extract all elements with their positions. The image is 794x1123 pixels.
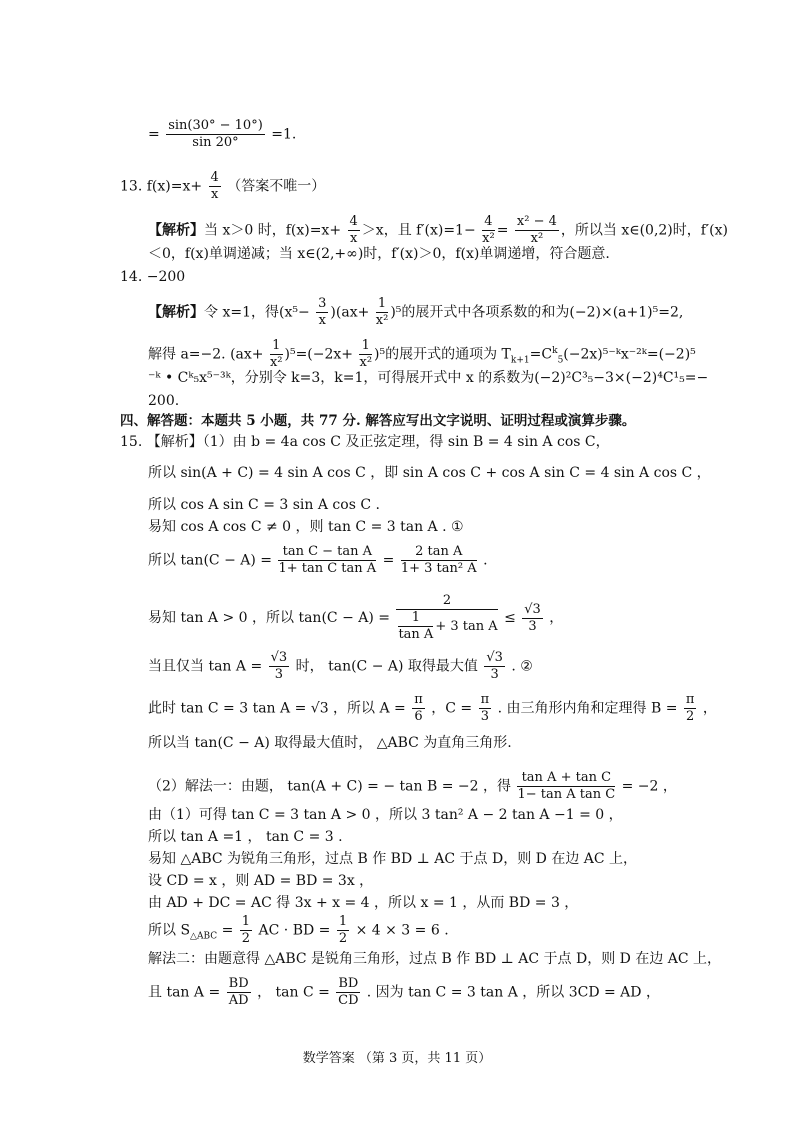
- text-line: 所以 cos A sin C = 3 sin A cos C .: [148, 497, 380, 513]
- numerator: 1: [338, 914, 348, 929]
- text: 所以 S: [148, 922, 191, 939]
- text: ＞x，且 f′(x)=1−: [361, 222, 476, 239]
- note: （答案不唯一）: [227, 178, 326, 195]
- q14-analysis: [148, 296, 683, 329]
- denominator: 6: [414, 709, 423, 724]
- superscript: k: [552, 345, 558, 356]
- denominator: 3: [480, 709, 490, 724]
- fraction: [166, 118, 265, 151]
- text: 令 x=1，得(x⁵−: [204, 304, 310, 321]
- denominator: x²: [375, 313, 389, 328]
- text: 13. f(x)=x+: [120, 178, 203, 195]
- text: （2）解法一：由题， tan(A + C) = − tan B = −2 ，得: [148, 778, 511, 795]
- denominator: 1+ tan C tan A: [278, 561, 377, 576]
- equation-line: [148, 118, 296, 151]
- denominator: 3: [490, 667, 499, 682]
- denominator: 1− tan A tan C: [517, 787, 616, 802]
- fraction: [479, 692, 492, 725]
- fraction: [484, 650, 505, 683]
- numerator: √3: [524, 601, 541, 617]
- equation-line: [148, 914, 449, 947]
- denominator: 3: [274, 667, 284, 682]
- text: =: [382, 552, 395, 569]
- text-line: 所以 tan A =1 ， tan C = 3 .: [148, 829, 343, 845]
- text: 当且仅当 tan A =: [148, 658, 263, 675]
- fraction: [316, 296, 328, 329]
- fraction: [684, 692, 697, 725]
- fraction: [412, 692, 425, 725]
- text-line: 由（1）可得 tan C = 3 tan A > 0 ，所以 3 tan² A − 2 tan A −1 = 0 ，: [148, 807, 623, 823]
- numerator: 2: [396, 593, 497, 610]
- fraction: [270, 338, 283, 371]
- equation-line: [148, 770, 677, 803]
- numerator: √3: [486, 650, 503, 665]
- text-line: 200.: [148, 393, 180, 409]
- text: )(ax+: [330, 304, 370, 321]
- numerator: sin(30° − 10°): [168, 118, 263, 133]
- denominator: [396, 610, 497, 643]
- text-line: 解法二：由题意得 △ABC 是锐角三角形，过点 B 作 BD ⊥ AC 于点 D，则 D 在边 AC 上，: [148, 951, 722, 967]
- fraction: [398, 610, 433, 643]
- label: 【解析】: [148, 304, 204, 321]
- numerator: BD: [228, 976, 249, 991]
- fraction: [337, 914, 349, 947]
- equation-line: [148, 650, 533, 683]
- fraction: [336, 976, 360, 1009]
- text: = −2 ，: [621, 778, 677, 795]
- q14-line: [148, 338, 696, 371]
- text: AC · BD =: [258, 922, 331, 939]
- numerator: 4: [349, 214, 358, 229]
- numerator: tan C − tan A: [278, 544, 376, 561]
- text-line: 15. 【解析】（1）由 b = 4a cos C 及正弦定理，得 sin B = 4 sin A cos C，: [120, 434, 610, 450]
- text: ， tan C =: [257, 984, 330, 1001]
- denominator: x²: [269, 355, 283, 370]
- q14-answer: 14. −200: [120, 269, 186, 285]
- text: . ②: [511, 658, 533, 675]
- numerator: 1: [270, 338, 283, 355]
- equation-line: [148, 692, 717, 725]
- text: ，C =: [431, 700, 473, 717]
- numerator: 1: [241, 914, 251, 929]
- q13-answer: [120, 170, 325, 203]
- numerator: BD: [338, 976, 359, 991]
- denominator: x: [211, 187, 219, 202]
- fraction: [240, 914, 252, 947]
- denominator: x: [318, 313, 326, 328]
- numerator: π: [414, 692, 423, 707]
- text: 此时 tan C = 3 tan A = √3 ，所以 A =: [148, 700, 406, 717]
- text: 当 x＞0 时，f(x)=x+: [204, 222, 342, 239]
- text: tan(C − A) =: [298, 610, 390, 626]
- denominator: CD: [338, 993, 359, 1008]
- section-heading: 四、解答题：本题共 5 小题，共 77 分. 解答应写出文字说明、证明过程或演算步骤。: [120, 413, 636, 429]
- numerator: 1: [359, 338, 372, 355]
- text-line: 所以当 tan(C − A) 取得最大值时， △ABC 为直角三角形.: [148, 735, 512, 751]
- denominator: sin 20°: [192, 135, 239, 150]
- text: =1.: [271, 126, 297, 143]
- fraction: [396, 593, 497, 643]
- numerator: x² − 4: [516, 214, 557, 229]
- text: ，: [702, 700, 717, 717]
- fraction: [348, 214, 360, 247]
- subscript: k+1: [510, 355, 530, 366]
- page-footer: 数学答案 （第 3 页，共 11 页）: [302, 1051, 492, 1066]
- denominator: x²: [530, 231, 544, 246]
- text: =: [148, 126, 160, 143]
- numerator: tan A + tan C: [517, 770, 615, 787]
- text: + 3 tan A: [435, 619, 498, 634]
- text: 时， tan(C − A) 取得最大值: [295, 658, 478, 675]
- denominator: tan A: [398, 627, 434, 642]
- text-line: 由 AD + DC = AC 得 3x + x = 4 ，所以 x = 1 ，从而 BD = 3 ，: [148, 895, 579, 911]
- text: )⁵的展开式的通项为 T: [374, 346, 511, 363]
- numerator: 3: [318, 296, 327, 311]
- numerator: 1: [376, 296, 389, 313]
- text: ≤: [504, 610, 516, 626]
- text: .: [483, 552, 488, 569]
- fraction: [359, 338, 372, 371]
- text-line: 设 CD = x ，则 AD = BD = 3x ，: [148, 873, 374, 889]
- text-line: ＜0，f(x)单调递减；当 x∈(2,+∞)时，f′(x)＞0，f(x)单调递增，符合题意.: [148, 246, 610, 262]
- denominator: AD: [228, 993, 249, 1008]
- equation-line: [148, 976, 660, 1009]
- text: 且 tan A =: [148, 984, 221, 1001]
- text: 解得 a=−2. (ax+: [148, 346, 264, 363]
- equation-line: [148, 544, 488, 577]
- fraction: [482, 214, 495, 247]
- text: (−2x)⁵⁻ᵏx⁻²ᵏ=(−2)⁵: [563, 346, 696, 363]
- fraction: [517, 770, 615, 803]
- fraction: [376, 296, 389, 329]
- text: ，: [549, 610, 564, 626]
- label: 【解析】: [148, 222, 204, 239]
- text: )⁵的展开式中各项系数的和为(−2)×(a+1)⁵=2,: [390, 304, 684, 321]
- text-line: 易知 △ABC 为锐角三角形，过点 B 作 BD ⊥ AC 于点 D，则 D 在边 AC 上，: [148, 851, 638, 867]
- numerator: 4: [210, 170, 219, 185]
- fraction: [227, 976, 251, 1009]
- numerator: π: [480, 692, 490, 707]
- denominator: x²: [482, 231, 495, 246]
- numerator: π: [685, 692, 695, 707]
- denominator: 2: [241, 931, 251, 946]
- text: . 因为 tan C = 3 tan A ，所以 3CD = AD ，: [366, 984, 660, 1001]
- denominator: x²: [359, 355, 373, 370]
- subscript: 5: [557, 355, 564, 366]
- text-line: ⁻ᵏ • Cᵏ₅x⁵⁻³ᵏ，分别令 k=3，k=1，可得展开式中 x 的系数为(−2)²C³₅−3×(−2)⁴C¹₅=−: [148, 370, 709, 386]
- denominator: 1+ 3 tan² A: [400, 561, 477, 576]
- denominator: x: [349, 231, 358, 246]
- text-line: 易知 cos A cos C ≠ 0 ，则 tan C = 3 tan A . ①: [148, 519, 464, 535]
- fraction: [522, 602, 543, 635]
- subscript: △ABC: [190, 931, 218, 942]
- denominator: 2: [338, 931, 348, 946]
- fraction: [269, 650, 290, 683]
- text: =: [221, 922, 234, 939]
- text: ，所以当 x∈(0,2)时，f′(x): [560, 222, 728, 239]
- text: 所以 tan(C − A) =: [148, 552, 272, 569]
- fraction: [278, 544, 376, 577]
- fraction: [515, 214, 559, 247]
- numerator: √3: [270, 650, 288, 665]
- denominator: 2: [686, 709, 695, 724]
- text: × 4 × 3 = 6 .: [355, 922, 449, 939]
- fraction: [209, 170, 221, 203]
- numerator: 4: [482, 214, 495, 231]
- text: )⁵=(−2x+: [284, 346, 354, 363]
- text: =: [496, 222, 509, 239]
- text: . 由三角形内角和定理得 B =: [497, 700, 678, 717]
- numerator: 2 tan A: [401, 544, 477, 561]
- equation-line: [148, 593, 563, 643]
- text-line: 所以 sin(A + C) = 4 sin A cos C ，即 sin A cos C + cos A sin C = 4 sin A cos C ，: [148, 465, 711, 481]
- numerator: 1: [398, 610, 433, 627]
- text: =C: [529, 346, 553, 363]
- denominator: 3: [528, 618, 537, 634]
- text: 易知 tan A > 0 ，所以: [148, 610, 294, 626]
- fraction: [401, 544, 477, 577]
- q13-analysis: [148, 214, 728, 247]
